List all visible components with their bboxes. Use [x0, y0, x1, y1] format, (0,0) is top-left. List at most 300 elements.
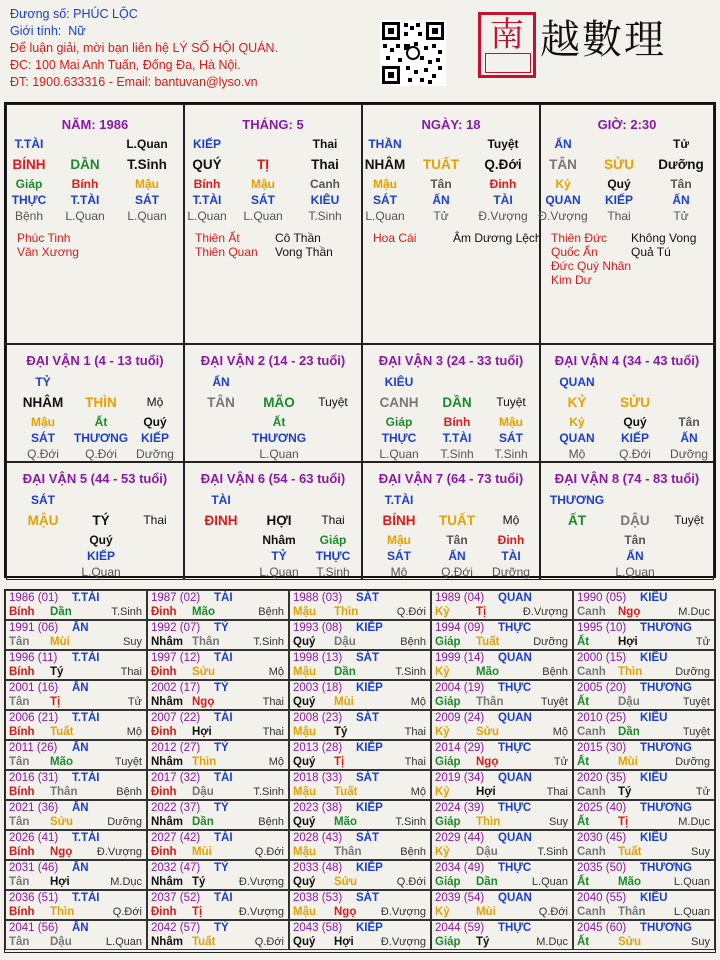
year-branch: Ngọ [618, 606, 641, 618]
year-stem: Mậu [293, 666, 316, 678]
year-label: 1992 (07) [151, 622, 201, 634]
luck-hidden-stage: Q.Đới [85, 447, 117, 461]
pillar-value: T.TÀI [14, 137, 44, 151]
year-stage: Tuyệt [540, 696, 568, 708]
pillar-value: TÂN [549, 157, 577, 172]
year-stem: Kỷ [435, 786, 450, 798]
year-god: THƯƠNG [640, 682, 692, 694]
pillar-value: THẦN [368, 137, 402, 151]
luck-period-cell [6, 462, 184, 580]
luck-god: THƯƠNG [549, 493, 605, 507]
pillar-value: Thai [312, 137, 338, 151]
year-stem: Kỷ [435, 666, 450, 678]
year-branch: Ngọ [476, 756, 499, 768]
year-branch: Mão [50, 756, 73, 768]
year-god: THƯƠNG [640, 742, 692, 754]
pillar-cell [362, 104, 540, 344]
year-label: 2012 (27) [151, 742, 201, 754]
year-stage: Đ.Vượng [96, 846, 142, 858]
year-stage: L.Quan [673, 906, 710, 918]
year-cell [147, 710, 289, 740]
year-label: 2003 (18) [293, 682, 343, 694]
year-stem: Tân [9, 756, 30, 768]
year-stem: Mậu [293, 786, 316, 798]
gender-label: Giới tính: [10, 24, 62, 38]
pillar-value: Tử [433, 209, 449, 223]
luck-chi: SỬU [620, 395, 650, 410]
year-stem: Quý [293, 936, 316, 948]
luck-hidden-god: KIẾP [86, 549, 115, 563]
year-stage: Tử [695, 786, 710, 798]
luck-hidden-stage: Mộ [390, 565, 408, 579]
year-god: KIẾP [356, 802, 383, 814]
luck-stage: Thai [321, 513, 345, 527]
luck-hidden-god: THỰC [315, 549, 351, 563]
year-stage: T.Sinh [395, 666, 426, 678]
year-label: 2021 (36) [9, 802, 59, 814]
year-label: 2034 (49) [435, 862, 485, 874]
year-label: 2042 (57) [151, 922, 201, 934]
pillar-value: NHÂM [364, 157, 406, 172]
year-branch: Sửu [476, 726, 500, 738]
year-stage: L.Quan [531, 876, 568, 888]
year-stem: Mậu [293, 606, 316, 618]
luck-hidden-stage: L.Quan [615, 565, 655, 579]
year-stem: Quý [293, 756, 316, 768]
year-label: 2038 (53) [293, 892, 343, 904]
luck-period-cell [362, 344, 540, 462]
year-god: T.TÀI [72, 652, 100, 664]
luck-hidden-god: KIẾP [140, 431, 169, 445]
year-label: 2028 (43) [293, 832, 343, 844]
year-stage: Thai [546, 786, 568, 798]
year-branch: Dần [50, 606, 72, 618]
year-stage: Mộ [552, 726, 568, 738]
luck-hidden-stem: Nhâm [262, 533, 296, 547]
year-stage: M.Dục [678, 816, 710, 828]
luck-period-title: ĐẠI VẬN 2 (14 - 23 tuổi) [200, 353, 346, 368]
pillar-value: T.Sinh [308, 209, 342, 223]
pillar-star: Phúc Tinh [17, 231, 71, 245]
year-god: TỶ [214, 622, 229, 634]
luck-period-cell [184, 344, 362, 462]
year-cell [5, 710, 147, 740]
pillar-value: Thai [607, 209, 631, 223]
pillar-star: Vong Thần [275, 245, 333, 259]
luck-hidden-stem: Ất [94, 415, 108, 429]
year-stage: T.Sinh [537, 846, 568, 858]
year-stage: Thai [404, 726, 426, 738]
pillar-value: TÀI [493, 193, 513, 207]
year-stem: Ất [577, 816, 590, 828]
pillar-value: L.Quan [127, 209, 167, 223]
pillar-value: Tân [430, 177, 452, 191]
year-cell [573, 830, 715, 860]
luck-hidden-god: ẤN [680, 431, 698, 445]
year-god: THỰC [498, 802, 532, 814]
luck-hidden-god: QUAN [559, 431, 595, 445]
luck-period-title: ĐẠI VẬN 7 (64 - 73 tuổi) [378, 471, 524, 486]
year-stage: Thai [404, 756, 426, 768]
year-label: 2045 (60) [577, 922, 627, 934]
pillar-value: QUAN [545, 193, 581, 207]
year-branch: Dậu [476, 846, 498, 858]
luck-hidden-stem: Mậu [31, 415, 55, 429]
year-stage: Tuyệt [682, 726, 710, 738]
year-cell [289, 800, 431, 830]
pillar-title: THÁNG: 5 [242, 117, 304, 132]
year-god: THƯƠNG [640, 862, 692, 874]
pillar-star: Quả Tú [631, 245, 671, 259]
year-cell [147, 800, 289, 830]
luck-stage: Tuyệt [318, 395, 348, 409]
year-branch: Tị [618, 816, 629, 828]
year-stem: Đinh [151, 606, 177, 618]
luck-can: MẬU [27, 513, 59, 528]
year-god: KIẾP [356, 862, 383, 874]
year-stage: Đ.Vượng [380, 936, 426, 948]
year-cell [573, 590, 715, 620]
year-label: 2031 (46) [9, 862, 59, 874]
year-label: 2032 (47) [151, 862, 201, 874]
luck-god: ẤN [212, 375, 230, 389]
year-label: 2001 (16) [9, 682, 59, 694]
year-stage: Đ.Vượng [380, 906, 426, 918]
year-branch: Hợi [50, 876, 70, 888]
pillar-star: Thiên Đức [551, 231, 608, 245]
year-cell [147, 620, 289, 650]
year-stage: Bệnh [258, 816, 284, 828]
pillar-value: L.Quan [365, 209, 405, 223]
seal-character: 南 [490, 15, 524, 55]
pillar-value: Bính [193, 177, 221, 191]
year-label: 2041 (56) [9, 922, 59, 934]
luck-chi: DẦN [442, 395, 472, 410]
pillar-value: Quý [607, 177, 631, 191]
year-cell [5, 860, 147, 890]
year-god: TỶ [214, 802, 229, 814]
luck-god: KIÊU [384, 375, 414, 389]
year-cell [431, 680, 573, 710]
year-god: TÀI [214, 892, 233, 904]
year-branch: Dần [476, 876, 498, 888]
year-label: 2006 (21) [9, 712, 59, 724]
luck-hidden-god: THƯƠNG [251, 431, 307, 445]
luck-hidden-stage: L.Quan [259, 447, 299, 461]
pillar-value: Canh [310, 177, 340, 191]
pillar-cell [6, 104, 184, 344]
year-stage: Thai [120, 666, 142, 678]
year-god: TỶ [214, 922, 229, 934]
year-label: 2005 (20) [577, 682, 627, 694]
year-stage: T.Sinh [253, 636, 284, 648]
year-label: 2044 (59) [435, 922, 485, 934]
year-cell [147, 890, 289, 920]
year-god: SÁT [356, 592, 379, 604]
year-branch: Mùi [334, 696, 354, 708]
year-cell [289, 860, 431, 890]
year-stem: Ất [577, 876, 590, 888]
year-branch: Dần [334, 666, 356, 678]
luck-hidden-stage: L.Quan [379, 447, 419, 461]
luck-hidden-god: SÁT [499, 431, 523, 445]
year-stage: Bệnh [542, 666, 568, 678]
year-stage: Q.Đới [112, 906, 142, 918]
luck-period-title: ĐẠI VẬN 1 (4 - 13 tuổi) [26, 353, 164, 368]
year-stage: T.Sinh [111, 606, 142, 618]
pillar-value: TỊ [257, 157, 269, 172]
pillar-star: Âm Dương Lệch [453, 231, 542, 245]
year-label: 2017 (32) [151, 772, 201, 784]
year-stage: Bệnh [400, 636, 426, 648]
luck-period-title: ĐẠI VẬN 4 (34 - 43 tuổi) [554, 353, 700, 368]
phone-email-line: ĐT: 1900.633316 - Email: bantuvan@lyso.vn [10, 75, 258, 89]
pillar-value: Thai [311, 157, 339, 172]
year-stage: Đ.Vượng [238, 876, 284, 888]
year-stem: Kỷ [435, 606, 450, 618]
luck-god: TÀI [211, 493, 231, 507]
luck-chi: THÌN [85, 395, 117, 410]
pillar-value: Bính [71, 177, 99, 191]
year-label: 2029 (44) [435, 832, 485, 844]
year-god: T.TÀI [72, 712, 100, 724]
pillar-value: Dưỡng [658, 157, 704, 172]
year-stem: Ất [577, 696, 590, 708]
year-stem: Đinh [151, 786, 177, 798]
year-label: 2025 (40) [577, 802, 627, 814]
pillar-value: L.Quan [243, 209, 283, 223]
year-stem: Giáp [435, 756, 461, 768]
year-cell [573, 860, 715, 890]
year-stem: Canh [577, 666, 606, 678]
luck-hidden-stage: Q.Đới [619, 447, 651, 461]
year-god: THỰC [498, 922, 532, 934]
year-label: 1996 (11) [9, 652, 58, 664]
year-branch: Hợi [476, 786, 496, 798]
year-stage: Đ.Vượng [522, 606, 568, 618]
year-stem: Bính [9, 606, 35, 618]
year-cell [431, 920, 573, 950]
year-branch: Tý [476, 936, 490, 948]
luck-hidden-stage: Mộ [568, 447, 586, 461]
year-label: 1988 (03) [293, 592, 343, 604]
year-label: 1991 (06) [9, 622, 59, 634]
pillar-star: Đức Quý Nhân [551, 259, 632, 273]
pillar-star: Cô Thần [275, 231, 321, 245]
year-cell [147, 650, 289, 680]
year-god: ẤN [72, 682, 89, 694]
year-branch: Tị [50, 696, 61, 708]
year-label: 1997 (12) [151, 652, 201, 664]
year-stage: Q.Đới [396, 606, 426, 618]
year-god: KIÊU [640, 712, 668, 724]
year-god: KIẾP [356, 622, 383, 634]
pillar-value: THỰC [11, 193, 47, 207]
year-stem: Canh [577, 906, 606, 918]
year-branch: Thìn [618, 666, 643, 678]
luck-hidden-stem: Giáp [319, 533, 347, 547]
four-pillars-grid [4, 102, 716, 578]
year-god: SÁT [356, 832, 379, 844]
year-label: 2011 (26) [9, 742, 58, 754]
year-cell [573, 620, 715, 650]
year-stage: Mộ [410, 696, 426, 708]
luck-period-cell [6, 344, 184, 462]
year-branch: Tý [334, 726, 348, 738]
year-god: ẤN [72, 922, 89, 934]
year-god: SÁT [356, 772, 379, 784]
pillar-value: ẤN [672, 193, 690, 207]
year-stage: Q.Đới [538, 906, 568, 918]
year-label: 2018 (33) [293, 772, 343, 784]
luck-hidden-stem: Tân [624, 533, 646, 547]
year-cell [573, 650, 715, 680]
luck-stage: Tuyệt [674, 513, 704, 527]
year-cell [289, 740, 431, 770]
luck-hidden-god: ẤN [626, 549, 644, 563]
year-label: 2043 (58) [293, 922, 343, 934]
luck-hidden-stem: Quý [143, 415, 167, 429]
luck-chi: TÝ [92, 513, 110, 528]
year-stage: Tử [695, 636, 710, 648]
pillar-value: L.Quan [65, 209, 105, 223]
luck-can: KỶ [567, 395, 587, 410]
year-stem: Đinh [151, 726, 177, 738]
year-stem: Kỷ [435, 906, 450, 918]
year-label: 1998 (13) [293, 652, 343, 664]
pillar-value: SÁT [373, 193, 397, 207]
year-branch: Thìn [476, 816, 501, 828]
year-cell [147, 920, 289, 950]
year-god: SÁT [356, 892, 379, 904]
year-stage: Suy [123, 636, 142, 648]
pillar-value: Mậu [135, 177, 159, 191]
pillar-value: Q.Đới [484, 157, 522, 172]
year-cell [289, 920, 431, 950]
year-branch: Dậu [50, 936, 72, 948]
year-label: 2035 (50) [577, 862, 627, 874]
luck-period-title: ĐẠI VẬN 5 (44 - 53 tuổi) [22, 471, 168, 486]
year-branch: Sửu [618, 936, 642, 948]
pillar-star: Thiên Quan [195, 245, 258, 259]
luck-period-title: ĐẠI VẬN 3 (24 - 33 tuổi) [378, 353, 524, 368]
year-label: 2000 (15) [577, 652, 627, 664]
year-label: 2023 (38) [293, 802, 343, 814]
year-god: KIÊU [640, 832, 668, 844]
year-cell [147, 860, 289, 890]
year-cell [289, 770, 431, 800]
year-stem: Ất [577, 936, 590, 948]
pillar-value: L.Quan [187, 209, 227, 223]
year-god: KIÊU [640, 772, 668, 784]
year-cell [5, 890, 147, 920]
year-cell [431, 620, 573, 650]
year-god: THƯƠNG [640, 802, 692, 814]
year-stage: L.Quan [105, 936, 142, 948]
luck-hidden-stem: Quý [89, 533, 113, 547]
year-label: 2019 (34) [435, 772, 485, 784]
luck-stage: Thai [143, 513, 167, 527]
year-branch: Thìn [192, 756, 217, 768]
luck-hidden-god: THỰC [381, 431, 417, 445]
luck-stage: Mộ [502, 513, 520, 527]
year-cell [5, 680, 147, 710]
year-cell [289, 650, 431, 680]
seal-inner-box [485, 53, 531, 73]
year-cell [573, 710, 715, 740]
pillar-value: KIẾP [604, 193, 633, 207]
year-stage: Tử [127, 696, 142, 708]
year-branch: Tị [476, 606, 487, 618]
year-cell [431, 800, 573, 830]
year-label: 2030 (45) [577, 832, 627, 844]
pillar-star: Quốc Ấn [551, 245, 598, 259]
year-stage: Dưỡng [675, 666, 710, 678]
contact-line: Để luận giải, mời bạn liên hệ LÝ SỐ HỘI QUÁN. [10, 41, 279, 55]
year-cell [431, 830, 573, 860]
year-label: 2008 (23) [293, 712, 343, 724]
year-stage: Q.Đới [396, 876, 426, 888]
year-stem: Quý [293, 816, 316, 828]
year-branch: Ngọ [50, 846, 73, 858]
pillar-cell [184, 104, 362, 344]
year-stem: Giáp [435, 816, 461, 828]
year-label: 1987 (02) [151, 592, 201, 604]
year-branch: Dậu [192, 786, 214, 798]
luck-stage: Mộ [146, 395, 164, 409]
year-god: KIÊU [640, 652, 668, 664]
year-branch: Thìn [334, 606, 359, 618]
owner-label: Đương số: [10, 7, 70, 21]
year-branch: Thân [334, 846, 362, 858]
year-label: 2013 (28) [293, 742, 343, 754]
year-branch: Mùi [50, 636, 70, 648]
pillar-value: SÁT [251, 193, 275, 207]
year-cell [289, 680, 431, 710]
pillar-value: SỬU [604, 157, 634, 172]
year-stage: Tử [553, 756, 568, 768]
year-stem: Quý [293, 696, 316, 708]
year-branch: Tuất [334, 786, 358, 798]
year-branch: Mão [618, 876, 641, 888]
year-stem: Tân [9, 876, 30, 888]
year-stem: Quý [293, 876, 316, 888]
year-branch: Tý [618, 786, 632, 798]
year-stem: Canh [577, 786, 606, 798]
luck-period-cell [362, 462, 540, 580]
pillar-title: NGÀY: 18 [421, 117, 481, 132]
year-label: 2004 (19) [435, 682, 485, 694]
address-line: ĐC: 100 Mai Anh Tuấn, Đống Đa, Hà Nội. [10, 58, 241, 72]
year-stage: L.Quan [673, 876, 710, 888]
year-god: KIẾP [356, 682, 383, 694]
year-branch: Mão [476, 666, 499, 678]
year-stem: Giáp [435, 636, 461, 648]
year-stage: Dưỡng [107, 816, 142, 828]
year-stem: Bính [9, 726, 35, 738]
luck-hidden-stem: Tân [678, 415, 700, 429]
luck-hidden-god: ẤN [448, 549, 466, 563]
year-god: T.TÀI [72, 772, 100, 784]
year-god: TỶ [214, 682, 229, 694]
annual-luck-table [4, 589, 716, 953]
year-branch: Thìn [50, 906, 75, 918]
year-branch: Thân [192, 636, 220, 648]
year-branch: Tuất [50, 726, 74, 738]
year-god: SÁT [356, 652, 379, 664]
luck-hidden-stage: L.Quan [81, 565, 121, 579]
year-branch: Tý [50, 666, 64, 678]
